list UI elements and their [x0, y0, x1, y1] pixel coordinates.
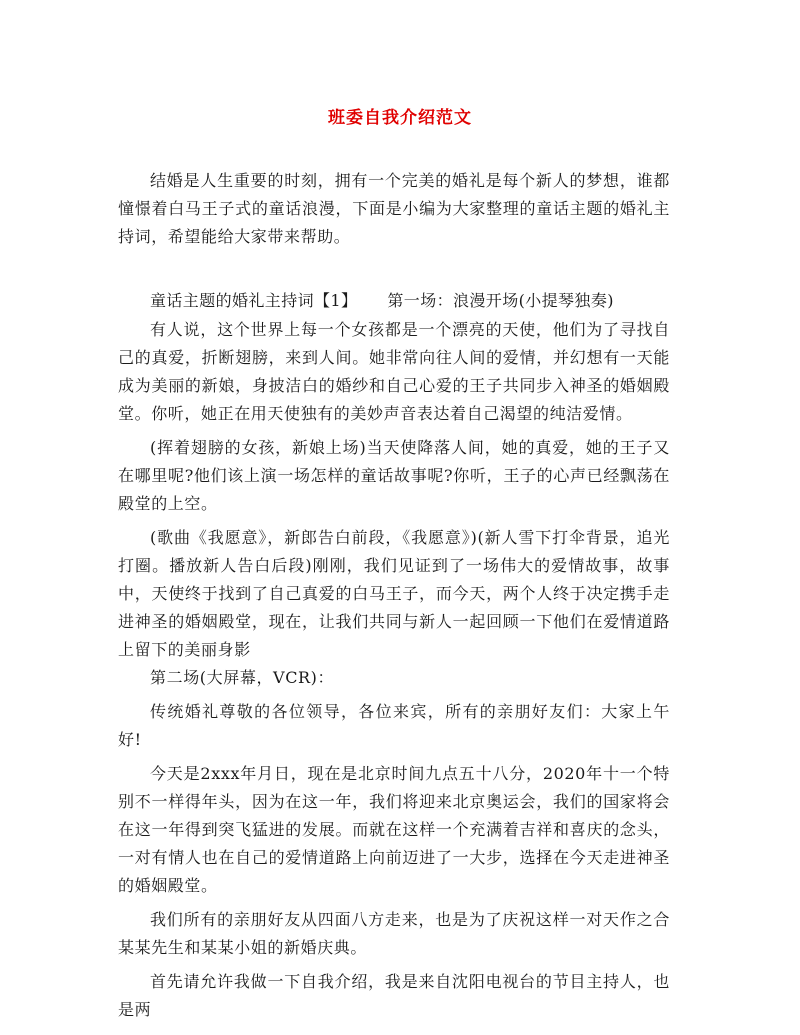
- body-paragraph: 我们所有的亲朋好友从四面八方走来，也是为了庆祝这样一对天作之合某某先生和某某小姐的新婚庆典。: [118, 910, 670, 957]
- intro-paragraph: 结婚是人生重要的时刻，拥有一个完美的婚礼是每个新人的梦想，谁都憧憬着白马王子式的童话浪漫，下面是小编为大家整理的童话主题的婚礼主持词，希望能给大家带来帮助。: [118, 171, 670, 246]
- body-paragraph: 第二场(大屏幕，VCR)：: [150, 668, 335, 687]
- body-paragraph: 今天是2xxx年月日，现在是北京时间九点五十八分，2020年十一个特别不一样得年头，因为在这一年，我们将迎来北京奥运会，我们的国家将会在这一年得到突飞猛进的发展。而就在这样一个充满着吉祥和喜庆的念头，一对有情人也在自己的爱情道路上向前迈进了一大步，选择在今天走进神圣的婚姻殿堂。: [118, 764, 670, 895]
- main-body: [118, 316, 670, 1024]
- first-act-heading: 第一场：浪漫开场(小提琴独奏): [387, 291, 614, 310]
- intro-section: [118, 167, 670, 251]
- section-heading-row: [150, 287, 614, 315]
- body-paragraph: (挥着翅膀的女孩，新娘上场)当天使降落人间，她的真爱，她的王子又在哪里呢?他们该上演一场怎样的童话故事呢?你听，王子的心声已经飘荡在殿堂的上空。: [118, 438, 670, 513]
- document-title: 班委自我介绍范文: [328, 108, 472, 128]
- body-paragraph: 首先请允许我做一下自我介绍，我是来自沈阳电视台的节目主持人，也是两: [118, 972, 670, 1019]
- section-heading: 童话主题的婚礼主持词【1】: [150, 291, 358, 310]
- body-paragraph: 传统婚礼尊敬的各位领导，各位来宾，所有的亲朋好友们：大家上午好!: [118, 702, 670, 749]
- body-paragraph: 有人说，这个世界上每一个女孩都是一个漂亮的天使，他们为了寻找自己的真爱，折断翅膀，来到人间。她非常向往人间的爱情，并幻想有一天能成为美丽的新娘，身披洁白的婚纱和自己心爱的王子共同步入神圣的婚姻殿堂。你听，她正在用天使独有的美妙声音表达着自己渴望的纯洁爱情。: [118, 320, 670, 423]
- body-paragraph: (歌曲《我愿意》，新郎告白前段，《我愿意》)(新人雪下打伞背景，追光打圈。播放新人告白后段)刚刚，我们见证到了一场伟大的爱情故事，故事中，天使终于找到了自己真爱的白马王子，而今天，两个人终于决定携手走进神圣的婚姻殿堂，现在，让我们共同与新人一起回顾一下他们在爱情道路上留下的美丽身影: [118, 528, 670, 659]
